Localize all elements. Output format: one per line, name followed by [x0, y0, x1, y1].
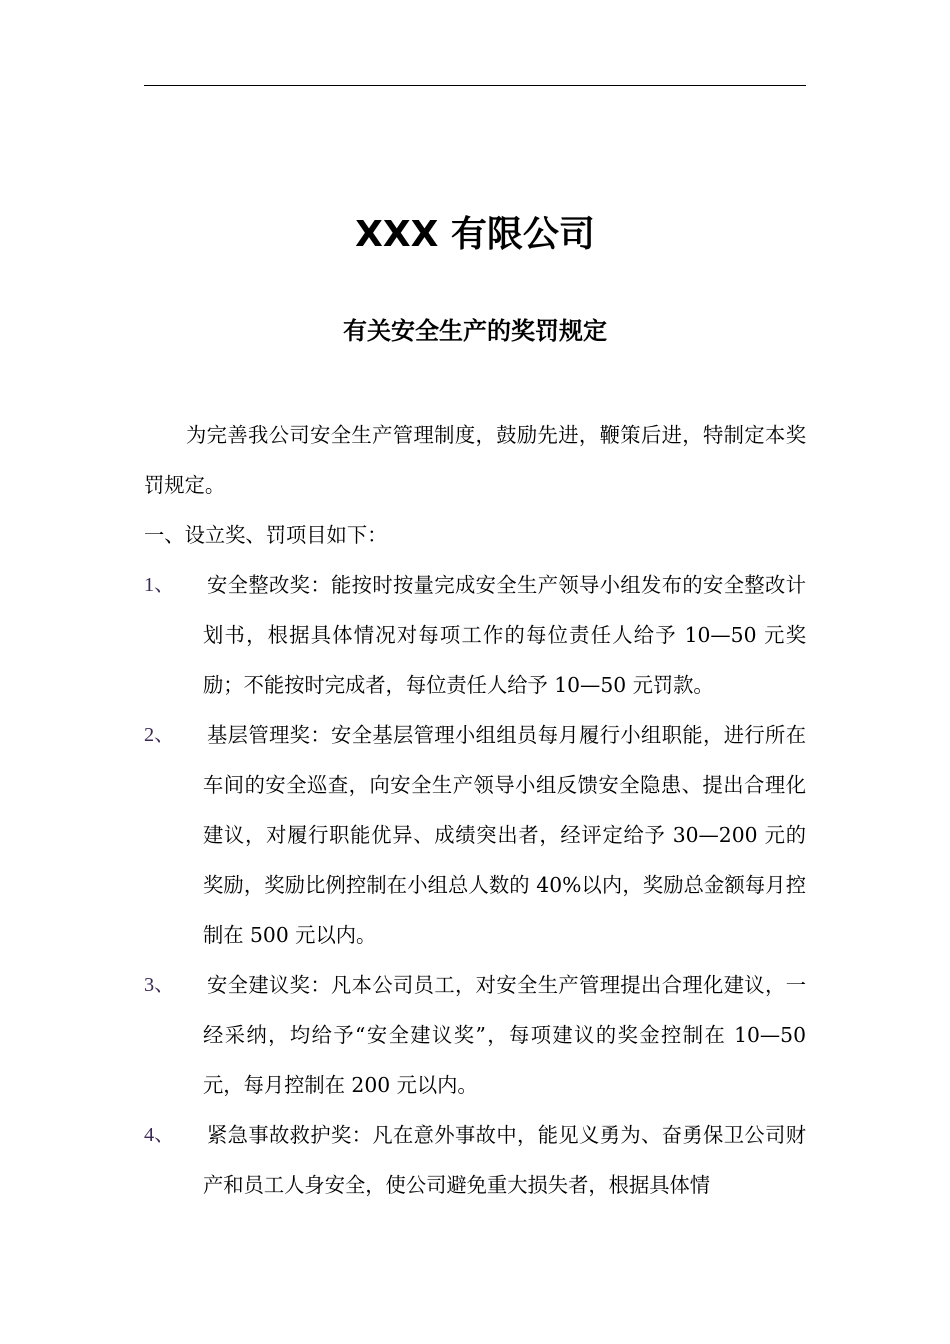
intro-paragraph: 为完善我公司安全生产管理制度，鼓励先进，鞭策后进，特制定本奖罚规定。: [144, 423, 806, 497]
document-subtitle: 有关安全生产的奖罚规定: [343, 317, 607, 345]
list-item-number: 2、: [144, 724, 175, 746]
header-rule: [144, 85, 806, 86]
list-item: [144, 560, 806, 710]
list-item: [144, 710, 806, 960]
list-item-number: 4、: [144, 1124, 175, 1146]
list-item-text: 安全建议奖：凡本公司员工，对安全生产管理提出合理化建议，一经采纳，均给予“安全建议奖”，每项建议的奖金控制在 10—50 元，每月控制在 200 元以内。: [203, 973, 806, 1097]
list-item-number: 1、: [144, 574, 175, 596]
list-item: [144, 960, 806, 1110]
list-item-number: 3、: [144, 974, 175, 996]
list-item-text: 紧急事故救护奖：凡在意外事故中，能见义勇为、奋勇保卫公司财产和员工人身安全，使公司避免重大损失者，根据具体情: [203, 1123, 806, 1197]
list-item: [144, 1110, 806, 1210]
list-item-text: 安全整改奖：能按时按量完成安全生产领导小组发布的安全整改计划书，根据具体情况对每项工作的每位责任人给予 10—50 元奖励；不能按时完成者，每位责任人给予 10—50 元罚款。: [203, 573, 806, 697]
document-title: XXX 有限公司: [355, 214, 595, 255]
section-heading: 一、设立奖、罚项目如下：: [144, 523, 388, 547]
list-item-text: 基层管理奖：安全基层管理小组组员每月履行小组职能，进行所在车间的安全巡查，向安全生产领导小组反馈安全隐患、提出合理化建议，对履行职能优异、成绩突出者，经评定给予 30—200 元的奖励，奖励比例控制在小组总人数的 40%以内，奖励总金额每月控制在 500 元以内。: [203, 723, 806, 947]
